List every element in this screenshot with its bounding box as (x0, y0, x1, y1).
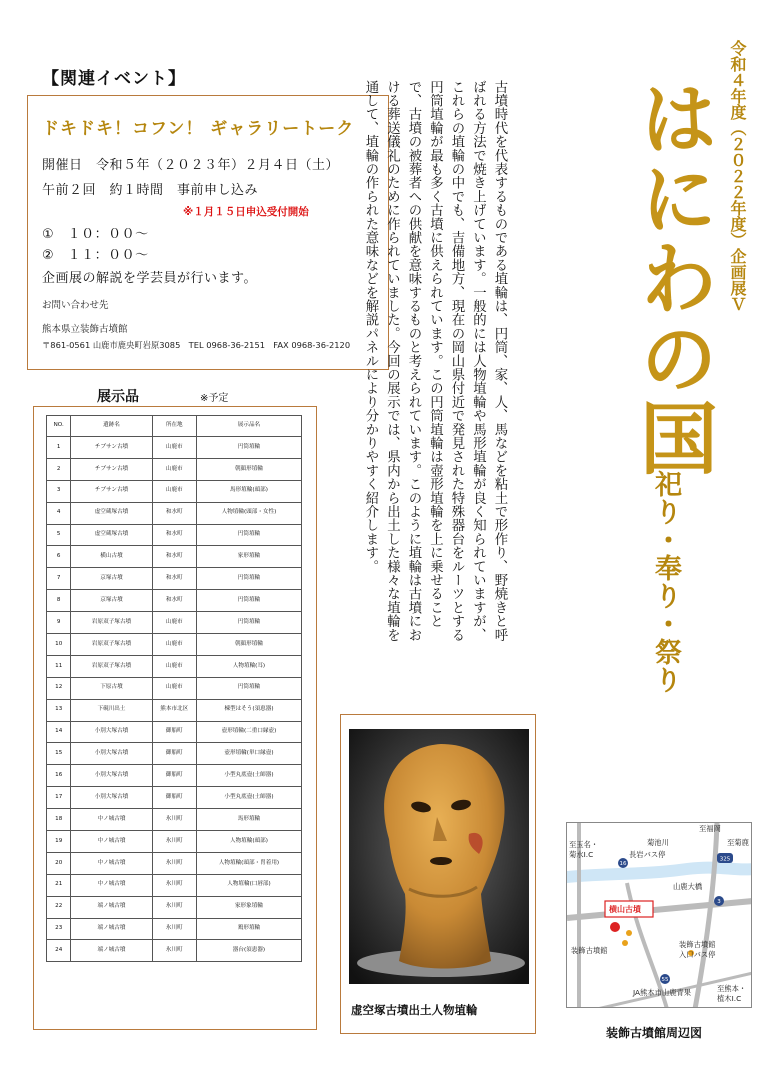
cell-no: 9 (47, 612, 71, 634)
cell-no: 15 (47, 743, 71, 765)
table-row (47, 896, 302, 918)
cell-site: 京塚古墳 (71, 568, 152, 590)
contact-label: お問い合わせ先 (42, 300, 109, 311)
table-row (47, 568, 302, 590)
cell-no: 20 (47, 852, 71, 874)
table-row (47, 831, 302, 853)
cell-site: 京塚古墳 (71, 590, 152, 612)
cell-item: 馬形埴輪(頭部) (196, 480, 301, 502)
table-row (47, 787, 302, 809)
cell-site: チブサン古墳 (71, 480, 152, 502)
cell-site: 端ノ城古墳 (71, 896, 152, 918)
cell-item: 人物埴輪(口唇部) (196, 874, 301, 896)
map-label-iwabaru-bus: 入口バス停 (679, 950, 716, 959)
cell-site: 小別大塚古墳 (71, 721, 152, 743)
table-row (47, 634, 302, 656)
cell-location: 御船町 (152, 765, 196, 787)
table-row (47, 612, 302, 634)
table-row (47, 852, 302, 874)
cell-no: 23 (47, 918, 71, 940)
cell-location: 氷川町 (152, 874, 196, 896)
cell-no: 10 (47, 634, 71, 656)
cell-site: 端ノ城古墳 (71, 918, 152, 940)
map-label-nagaiwa-bus: 長岩バス停 (629, 850, 666, 859)
cell-site: 端ノ城古墳 (71, 940, 152, 962)
map-label-yokoyama: 横山古墳 (609, 905, 641, 914)
cell-item: 円筒埴輪 (196, 612, 301, 634)
cell-no: 7 (47, 568, 71, 590)
cell-no: 11 (47, 655, 71, 677)
table-row (47, 546, 302, 568)
cell-location: 氷川町 (152, 940, 196, 962)
event-title: ドキドキ！コフン！ ギャラリートーク (42, 119, 355, 139)
cell-location: 山鹿市 (152, 655, 196, 677)
kofun-marker (610, 922, 620, 932)
cell-location: 和水町 (152, 546, 196, 568)
exhibits-table (46, 415, 302, 962)
map-label-kikuka: 至菊鹿 (727, 838, 749, 847)
event-box (27, 95, 389, 370)
area-map (566, 822, 752, 1008)
cell-location: 山鹿市 (152, 677, 196, 699)
map-label-kikusui-ic: 菊水I.C (569, 850, 594, 859)
contact-address: 〒861-0561 山鹿市鹿央町岩原3085 TEL 0968-36-2151 FAX 0968-36-2120 (42, 340, 351, 350)
cell-item: 壺形埴輪(単口縁壺) (196, 743, 301, 765)
cell-site: 岩原双子塚古墳 (71, 634, 152, 656)
map-label-fukuoka: 至福岡 (699, 824, 721, 833)
map-route-325: 325 (719, 856, 731, 863)
map-label-river: 菊池川 (647, 838, 669, 847)
exhibition-subtitle: 令和４年度（２０２２年度）企画展Ｖ (728, 40, 747, 312)
event-description: 企画展の解説を学芸員が行います。 (42, 271, 257, 286)
exhibition-theme: 祀り・奉り・祭り (650, 470, 681, 694)
cell-site: 虚空蔵塚古墳 (71, 502, 152, 524)
table-row (47, 502, 302, 524)
table-row (47, 480, 302, 502)
cell-item: 円筒埴輪 (196, 677, 301, 699)
contact-org: 熊本県立装飾古墳館 (42, 324, 128, 335)
map-route-16: 16 (619, 861, 627, 867)
cell-no: 17 (47, 787, 71, 809)
table-header-row (47, 416, 302, 437)
cell-item: 棟型はそう(須恵器) (196, 699, 301, 721)
cell-no: 14 (47, 721, 71, 743)
cell-site: 下原古墳 (71, 677, 152, 699)
cell-location: 御船町 (152, 743, 196, 765)
table-row (47, 918, 302, 940)
cell-location: 和水町 (152, 568, 196, 590)
cell-location: 御船町 (152, 721, 196, 743)
cell-item: 壺形埴輪(二重口縁壺) (196, 721, 301, 743)
cell-no: 16 (47, 765, 71, 787)
cell-item: 馬形埴輪 (196, 809, 301, 831)
cell-no: 21 (47, 874, 71, 896)
table-row (47, 721, 302, 743)
cell-item: 円筒埴輪 (196, 590, 301, 612)
cell-location: 氷川町 (152, 918, 196, 940)
cell-site: 小別大塚古墳 (71, 765, 152, 787)
cell-location: 氷川町 (152, 896, 196, 918)
cell-item: 家形象埴輪 (196, 896, 301, 918)
cell-item: 小型丸底壺(土師器) (196, 787, 301, 809)
cell-no: 5 (47, 524, 71, 546)
map-route-55: 55 (661, 977, 669, 983)
cell-location: 熊本市北区 (152, 699, 196, 721)
cell-site: 虚空蔵塚古墳 (71, 524, 152, 546)
cell-site: 小別大塚古墳 (71, 743, 152, 765)
cell-item: 人物埴輪(頭部・冑着用) (196, 852, 301, 874)
cell-location: 和水町 (152, 502, 196, 524)
cell-site: 中ノ城古墳 (71, 831, 152, 853)
map-route-3: 3 (717, 899, 721, 905)
table-row (47, 765, 302, 787)
cell-location: 山鹿市 (152, 437, 196, 459)
table-row (47, 590, 302, 612)
cell-location: 山鹿市 (152, 458, 196, 480)
body-text: 古墳時代を代表するものである埴輪は、円筒、家、人、馬などを粘土で形作り、野焼きと呼ばれる方法で焼き上げています。一般的には人物埴輪や馬形埴輪が良く知られていますが、これらの埴輪の中でも、吉備地方、現在の岡山県付近で発見された特殊器台をルーツとする円筒埴輪が最も多く古墳に供えられています。この円筒埴輪は壺形埴輪を上に乗せることで、古墳の被葬者への供献を意味するものと考えられています。このように埴輪は古墳における葬送儀礼のために作られていました。今回の展示では、県内から出土した様々な埴輪を通して、埴輪の作られた意味などを解説パネルにより分かりやすく紹介します。 (363, 80, 507, 642)
map-label-tamana: 至玉名・ (569, 840, 599, 849)
map-drawing (567, 823, 752, 1008)
cell-item: 器台(須恵器) (196, 940, 301, 962)
cell-site: 岩原双子塚古墳 (71, 612, 152, 634)
cell-item: 人物埴輪(頭部・女性) (196, 502, 301, 524)
cell-site: 岩原双子塚古墳 (71, 655, 152, 677)
cell-site: 小別大塚古墳 (71, 787, 152, 809)
map-label-ja: JA熊本市山鹿青果 (633, 988, 692, 997)
cell-site: チブサン古墳 (71, 458, 152, 480)
map-label-yamaga-bridge: 山鹿大橋 (673, 882, 703, 891)
table-row (47, 743, 302, 765)
cell-location: 和水町 (152, 524, 196, 546)
map-label-ueki-ic: 植木I.C (717, 994, 742, 1003)
header-item: 展示品名 (196, 416, 301, 437)
table-row (47, 940, 302, 962)
event-date: 開催日 令和５年（２０２３年）２月４日（土） (42, 158, 340, 173)
table-row (47, 699, 302, 721)
cell-site: 中ノ城古墳 (71, 852, 152, 874)
event-registration-note: ※１月１５日申込受付開始 (183, 206, 309, 218)
header-location: 所在地 (152, 416, 196, 437)
map-caption: 装飾古墳館周辺図 (606, 1026, 703, 1040)
map-label-museum-2: 装飾古墳館 (679, 940, 716, 949)
map-label-kumamoto: 至熊本・ (717, 984, 747, 993)
cell-site: 中ノ城古墳 (71, 874, 152, 896)
cell-item: 朝顔形埴輪 (196, 634, 301, 656)
cell-item: 家形埴輪 (196, 546, 301, 568)
cell-no: 8 (47, 590, 71, 612)
map-label-museum-1: 装飾古墳館 (571, 946, 608, 955)
cell-site: 下硯川出土 (71, 699, 152, 721)
cell-item: 小型丸底壺(土師器) (196, 765, 301, 787)
cell-location: 和水町 (152, 590, 196, 612)
cell-no: 2 (47, 458, 71, 480)
exhibits-box (33, 406, 317, 1030)
cell-no: 13 (47, 699, 71, 721)
cell-item: 鶏形埴輪 (196, 918, 301, 940)
cell-location: 御船町 (152, 787, 196, 809)
cell-no: 24 (47, 940, 71, 962)
table-row (47, 437, 302, 459)
cell-location: 氷川町 (152, 831, 196, 853)
exhibits-title: 展示品 (97, 389, 139, 405)
table-row (47, 809, 302, 831)
cell-no: 3 (47, 480, 71, 502)
cell-item: 人物埴輪(頭部) (196, 831, 301, 853)
cell-location: 氷川町 (152, 852, 196, 874)
event-time-1: ① １０：００～ (42, 227, 149, 242)
cell-item: 円筒埴輪 (196, 437, 301, 459)
cell-item: 円筒埴輪 (196, 568, 301, 590)
event-sessions: 午前２回 約１時間 事前申し込み (42, 183, 259, 198)
table-row (47, 677, 302, 699)
cell-no: 18 (47, 809, 71, 831)
table-row (47, 655, 302, 677)
photo-caption: 虚空塚古墳出土人物埴輪 (351, 1003, 478, 1017)
cell-site: 横山古墳 (71, 546, 152, 568)
cell-no: 6 (47, 546, 71, 568)
haniwa-figure-photo (349, 729, 542, 1014)
table-row (47, 458, 302, 480)
cell-item: 円筒埴輪 (196, 524, 301, 546)
table-row (47, 524, 302, 546)
section-label-related-events: 【関連イベント】 (42, 69, 186, 89)
table-row (47, 874, 302, 896)
header-site: 遺跡名 (71, 416, 152, 437)
cell-site: 中ノ城古墳 (71, 809, 152, 831)
cell-item: 人物埴輪(耳) (196, 655, 301, 677)
cell-location: 山鹿市 (152, 634, 196, 656)
event-time-2: ② １１：００～ (42, 248, 149, 263)
cell-location: 山鹿市 (152, 612, 196, 634)
cell-no: 1 (47, 437, 71, 459)
header-no: NO. (47, 416, 71, 437)
cell-location: 氷川町 (152, 809, 196, 831)
cell-no: 19 (47, 831, 71, 853)
cell-no: 12 (47, 677, 71, 699)
cell-location: 山鹿市 (152, 480, 196, 502)
cell-no: 4 (47, 502, 71, 524)
exhibits-note: ※予定 (200, 393, 229, 404)
cell-no: 22 (47, 896, 71, 918)
cell-item: 朝顔形埴輪 (196, 458, 301, 480)
photo-frame (340, 714, 536, 1034)
cell-site: チブサン古墳 (71, 437, 152, 459)
exhibition-title: はにわの国 (627, 78, 717, 478)
